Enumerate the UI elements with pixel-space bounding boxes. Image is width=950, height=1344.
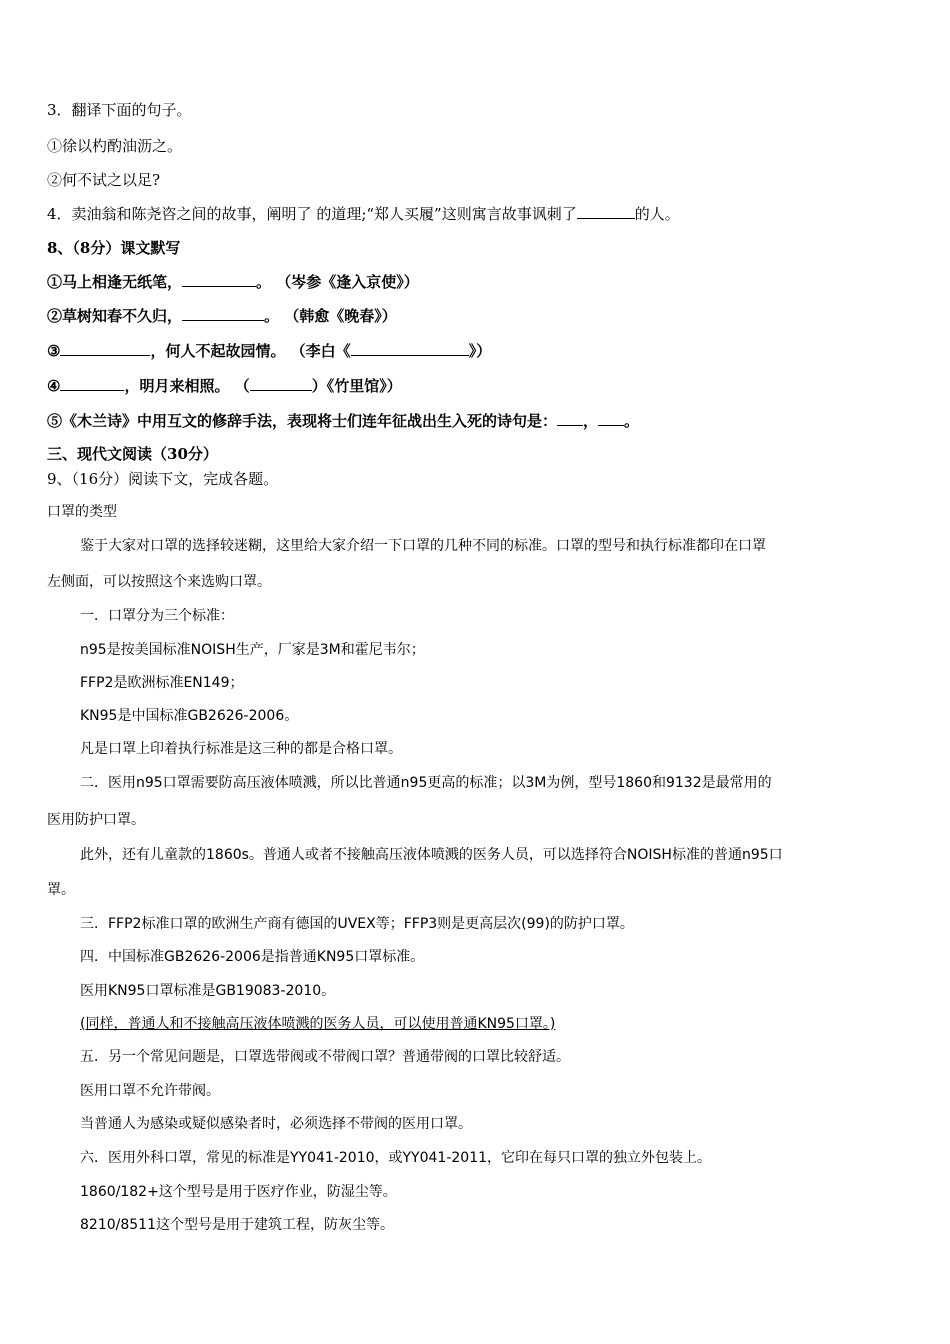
article-paragraph-8b: 罩。 xyxy=(47,882,75,898)
article-paragraph-12: (同样，普通人和不接触高压液体喷溅的医务人员，可以使用普通KN95口罩。) xyxy=(80,1016,556,1032)
article-paragraph-9: 三．FFP2标准口罩的欧洲生产商有德国的UVEX等；FFP3则是更高层次(99)的防护口罩。 xyxy=(80,916,634,932)
section-3-title: 三、现代文阅读（30分） xyxy=(47,445,218,463)
q8-3-text-a: ③ xyxy=(47,342,61,360)
q8-item-5 xyxy=(47,411,639,431)
article-title: 口罩的类型 xyxy=(47,504,117,520)
q8-item-4 xyxy=(47,376,402,396)
q8-item-1 xyxy=(47,272,419,292)
q8-3-blank-1[interactable] xyxy=(60,341,150,356)
q8-4-text-b: ，明月来相照。 （ xyxy=(124,377,250,395)
q8-3-blank-2[interactable] xyxy=(351,341,469,356)
q4-text-b: 的人。 xyxy=(634,205,680,223)
q8-4-blank-1[interactable] xyxy=(60,376,124,391)
q3-item-2: ②何不试之以足? xyxy=(47,171,161,189)
q3-title: 3．翻译下面的句子。 xyxy=(47,101,192,119)
q8-4-text-a: ④ xyxy=(47,377,61,395)
q8-5-blank-2[interactable] xyxy=(598,411,624,426)
article-paragraph-2: 一．口罩分为三个标准： xyxy=(80,608,234,624)
q8-2-blank[interactable] xyxy=(182,306,264,321)
article-paragraph-3: n95是按美国标准NOISH生产，厂家是3M和霍尼韦尔； xyxy=(80,642,425,658)
q8-2-text-b: 。 （韩愈《晚春》） xyxy=(264,307,397,325)
q8-5-text-b: ， xyxy=(583,412,599,430)
q8-2-text-a: ②草树知春不久归， xyxy=(47,307,183,325)
q8-item-3 xyxy=(47,341,491,361)
q4-blank[interactable] xyxy=(577,204,635,219)
article-paragraph-15: 当普通人为感染或疑似感染者时，必须选择不带阀的医用口罩。 xyxy=(80,1116,472,1132)
article-paragraph-8a: 此外，还有儿童款的1860s。普通人或者不接触高压液体喷溅的医务人员，可以选择符合NOISH标准的普通n95口 xyxy=(80,847,783,863)
article-paragraph-18: 8210/8511这个型号是用于建筑工程，防灰尘等。 xyxy=(80,1217,394,1233)
article-paragraph-17: 1860/182+这个型号是用于医疗作业，防湿尘等。 xyxy=(80,1184,397,1200)
q8-5-text-a: ⑤《木兰诗》中用互文的修辞手法，表现将士们连年征战出生入死的诗句是： xyxy=(47,412,558,430)
article-paragraph-14: 医用口罩不允许带阀。 xyxy=(80,1083,220,1099)
article-paragraph-6: 凡是口罩上印着执行标准是这三种的都是合格口罩。 xyxy=(80,741,402,757)
article-paragraph-10: 四．中国标准GB2626-2006是指普通KN95口罩标准。 xyxy=(80,949,425,965)
article-paragraph-5: KN95是中国标准GB2626-2006。 xyxy=(80,708,299,724)
q8-3-text-c: 》） xyxy=(468,342,492,360)
q8-4-blank-2[interactable] xyxy=(250,376,312,391)
q9-title: 9、（16分）阅读下文，完成各题。 xyxy=(47,470,279,488)
q8-5-blank-1[interactable] xyxy=(557,411,583,426)
q8-1-blank[interactable] xyxy=(182,272,256,287)
article-paragraph-16: 六．医用外科口罩，常见的标准是YY041-2010，或YY041-2011，它印在每只口罩的独立外包装上。 xyxy=(80,1150,712,1166)
article-paragraph-1b: 左侧面，可以按照这个来选购口罩。 xyxy=(47,574,271,590)
q8-title: 8、（8分）课文默写 xyxy=(47,239,181,257)
article-paragraph-11: 医用KN95口罩标准是GB19083-2010。 xyxy=(80,983,336,999)
q8-1-text-b: 。 （岑参《逢入京使》） xyxy=(256,273,419,291)
q4-text-a: 4．卖油翁和陈尧咨之间的故事，阐明了 的道理;“郑人买履”这则寓言故事讽刺了 xyxy=(47,205,577,223)
article-paragraph-13: 五．另一个常见问题是，口罩选带阀或不带阀口罩？普通带阀的口罩比较舒适。 xyxy=(80,1049,570,1065)
article-paragraph-7a: 二．医用n95口罩需要防高压液体喷溅，所以比普通n95更高的标准；以3M为例，型号1860和9132是最常用的 xyxy=(80,775,772,791)
q8-5-text-c: 。 xyxy=(624,412,640,430)
q8-3-text-b: ，何人不起故园情。 （李白《 xyxy=(150,342,351,360)
q8-item-2 xyxy=(47,306,397,326)
q8-1-text-a: ①马上相逢无纸笔， xyxy=(47,273,183,291)
article-paragraph-4: FFP2是欧洲标准EN149； xyxy=(80,675,244,691)
q4-question xyxy=(47,204,680,224)
article-paragraph-7b: 医用防护口罩。 xyxy=(47,812,145,828)
q8-4-text-c: ）《竹里馆》） xyxy=(311,377,402,395)
q3-item-1: ①徐以杓酌油沥之。 xyxy=(47,137,183,155)
article-paragraph-1a: 鉴于大家对口罩的选择较迷糊，这里给大家介绍一下口罩的几种不同的标准。口罩的型号和执行标准都印在口罩 xyxy=(80,538,766,554)
